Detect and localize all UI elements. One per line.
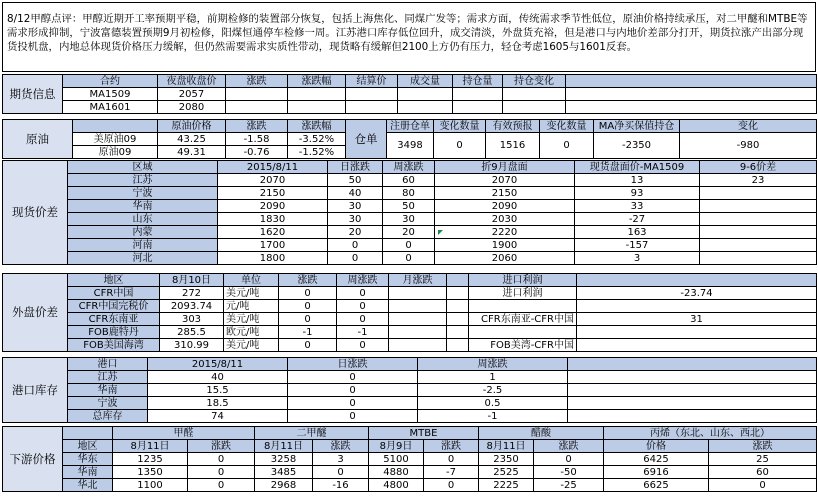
spread-sea-china-value: 31 xyxy=(577,313,817,326)
value: -50 xyxy=(534,466,604,479)
week-change: -2.5 xyxy=(418,384,568,397)
table-row xyxy=(3,174,817,187)
inventory: 40 xyxy=(148,371,288,384)
col-volume: 成交量 xyxy=(398,75,453,88)
port: 总库存 xyxy=(68,410,148,423)
spread-9-6 xyxy=(700,226,817,239)
sep-equivalent: 2220 xyxy=(435,226,575,239)
value: 0 xyxy=(188,466,255,479)
unit: 美元/吨 xyxy=(224,287,279,300)
unit: 美元/吨 xyxy=(224,339,279,352)
market: FOB美国海湾 xyxy=(68,339,160,352)
col-spot-minus-ma1509: 现货盘面价-MA1509 xyxy=(575,161,700,174)
table-row xyxy=(3,226,817,239)
region: 华南 xyxy=(68,200,218,213)
table-row xyxy=(3,88,817,101)
col-date: 8月11日 xyxy=(113,440,188,453)
spread-gulf-china-label: FOB美湾-CFR中国 xyxy=(469,339,577,352)
table-row xyxy=(3,410,817,423)
crude-price: 43.25 xyxy=(158,133,226,146)
change: 0 xyxy=(279,300,337,313)
spot-minus-ma: -27 xyxy=(575,213,700,226)
day-change: 0 xyxy=(288,384,418,397)
col-change: 涨跌 xyxy=(424,440,479,453)
value: 60 xyxy=(709,466,817,479)
value: 6625 xyxy=(604,479,709,492)
spot-minus-ma: -157 xyxy=(575,239,700,252)
day-change: 30 xyxy=(328,200,383,213)
value: 2525 xyxy=(479,466,534,479)
region: 江苏 xyxy=(68,174,218,187)
col-forecast: 有效预报 xyxy=(486,120,540,133)
week-change: 60 xyxy=(383,174,435,187)
day-change: 40 xyxy=(328,187,383,200)
col-registered: 注册仓单 xyxy=(387,120,434,133)
col-oi-change: 持仓变化 xyxy=(503,75,566,88)
col-date: 8月11日 xyxy=(255,440,313,453)
value: 1100 xyxy=(113,479,188,492)
downstream-section-label: 下游价格 xyxy=(3,427,63,492)
value: 1350 xyxy=(113,466,188,479)
crude-change: -0.76 xyxy=(226,146,288,159)
forecast-value: 1516 xyxy=(486,133,540,159)
spot-minus-ma: 163 xyxy=(575,226,700,239)
day-change: 0 xyxy=(328,239,383,252)
value: 1235 xyxy=(113,453,188,466)
table-row xyxy=(3,213,817,226)
market: CFR中国 xyxy=(68,287,160,300)
table-row xyxy=(3,384,817,397)
region: 华东 xyxy=(63,453,113,466)
table-row xyxy=(3,133,817,146)
table-row xyxy=(3,466,817,479)
spot-section-label: 现货价差 xyxy=(3,161,68,265)
col-date: 2015/8/11 xyxy=(148,358,288,371)
table-row xyxy=(3,339,817,352)
week-change: -1 xyxy=(418,410,568,423)
region: 河南 xyxy=(68,239,218,252)
inventory: 74 xyxy=(148,410,288,423)
col-region: 地区 xyxy=(68,274,160,287)
futures-table xyxy=(2,74,817,114)
col-week-change: 周涨跌 xyxy=(418,358,568,371)
value: 3258 xyxy=(255,453,313,466)
cell-comment-marker xyxy=(438,230,443,235)
inventory: 18.5 xyxy=(148,397,288,410)
col-region: 区域 xyxy=(68,161,218,174)
day-change: 0 xyxy=(328,252,383,265)
change: -1 xyxy=(279,326,337,339)
table-row xyxy=(3,479,817,492)
crude-change-pct: -1.52% xyxy=(288,146,346,159)
port: 华南 xyxy=(68,384,148,397)
spot-minus-ma: 3 xyxy=(575,252,700,265)
group-dme: 二甲醚 xyxy=(255,427,369,440)
value: 6916 xyxy=(604,466,709,479)
price: 1620 xyxy=(218,226,328,239)
region: 内蒙 xyxy=(68,226,218,239)
value: 0 xyxy=(709,479,817,492)
price: 310.99 xyxy=(160,339,224,352)
sep-equivalent: 2150 xyxy=(435,187,575,200)
col-crude-price: 原油价格 xyxy=(158,120,226,133)
table-row xyxy=(3,326,817,339)
external-section-label: 外盘价差 xyxy=(3,274,68,352)
col-change: 涨跌 xyxy=(188,440,255,453)
price: 1800 xyxy=(218,252,328,265)
futures-section-label: 期货信息 xyxy=(3,75,63,114)
week-change: 0 xyxy=(337,339,389,352)
group-propylene: 丙烯（东北、山东、西北） xyxy=(604,427,817,440)
change: 0 xyxy=(279,287,337,300)
col-change: 涨跌 xyxy=(709,440,817,453)
port: 宁波 xyxy=(68,397,148,410)
table-row xyxy=(3,371,817,384)
col-change-2: 变化 xyxy=(680,120,817,133)
unit: 元/吨 xyxy=(224,300,279,313)
price: 2090 xyxy=(218,200,328,213)
col-day-change: 日涨跌 xyxy=(288,358,418,371)
crude-change: -1.58 xyxy=(226,133,288,146)
value: 3 xyxy=(313,453,369,466)
change-qty-value: 0 xyxy=(434,133,486,159)
value: 2225 xyxy=(479,479,534,492)
value: 25 xyxy=(709,453,817,466)
value: 0 xyxy=(424,479,479,492)
change: 0 xyxy=(279,313,337,326)
region: 宁波 xyxy=(68,187,218,200)
group-acetic-acid: 醋酸 xyxy=(479,427,604,440)
spread-9-6 xyxy=(700,187,817,200)
unit: 欧元/吨 xyxy=(224,326,279,339)
change-qty-2-value: 0 xyxy=(540,133,594,159)
price: 2150 xyxy=(218,187,328,200)
value: -25 xyxy=(534,479,604,492)
table-row xyxy=(3,239,817,252)
night-close: 2057 xyxy=(158,88,226,101)
table-row xyxy=(3,287,817,300)
col-date: 2015/8/11 xyxy=(218,161,328,174)
import-profit-value: -23.74 xyxy=(577,287,817,300)
region: 华南 xyxy=(63,466,113,479)
col-import-profit: 进口利润 xyxy=(469,274,577,287)
col-change: 涨跌 xyxy=(226,120,288,133)
col-change-pct: 涨跌幅 xyxy=(288,120,346,133)
port-section-label: 港口库存 xyxy=(3,358,68,423)
import-profit-label: 进口利润 xyxy=(469,287,577,300)
col-week-change: 周涨跌 xyxy=(337,274,389,287)
week-change: 1 xyxy=(418,371,568,384)
day-change: 0 xyxy=(288,397,418,410)
region: 河北 xyxy=(68,252,218,265)
col-change-qty: 变化数量 xyxy=(434,120,486,133)
spot-minus-ma: 33 xyxy=(575,200,700,213)
night-close: 2080 xyxy=(158,101,226,114)
region: 山东 xyxy=(68,213,218,226)
price: 2093.74 xyxy=(160,300,224,313)
col-night-close: 夜盘收盘价 xyxy=(158,75,226,88)
region: 华北 xyxy=(63,479,113,492)
contract-name: MA1509 xyxy=(63,88,158,101)
price: 2070 xyxy=(218,174,328,187)
col-contract: 合约 xyxy=(63,75,158,88)
crude-name: 原油09 xyxy=(73,146,158,159)
spread-sea-china-label: CFR东南亚-CFR中国 xyxy=(469,313,577,326)
sep-equivalent: 2070 xyxy=(435,174,575,187)
group-formaldehyde: 甲醛 xyxy=(113,427,255,440)
crude-change-pct: -3.52% xyxy=(288,133,346,146)
market: FOB鹿特丹 xyxy=(68,326,160,339)
inventory: 15.5 xyxy=(148,384,288,397)
change-2-value: -980 xyxy=(680,133,817,159)
value: 4800 xyxy=(369,479,424,492)
downstream-table xyxy=(2,426,817,492)
table-row xyxy=(3,200,817,213)
week-change: 0 xyxy=(337,287,389,300)
day-change: 30 xyxy=(328,213,383,226)
value: 3485 xyxy=(255,466,313,479)
col-date: 8月11日 xyxy=(479,440,534,453)
col-price: 价格 xyxy=(604,440,709,453)
col-month-change: 月涨跌 xyxy=(389,274,447,287)
price: 285.5 xyxy=(160,326,224,339)
table-row xyxy=(3,313,817,326)
crude-section-label: 原油 xyxy=(3,120,73,159)
value: 0 xyxy=(424,453,479,466)
col-aug10: 8月10日 xyxy=(160,274,224,287)
market: CFR中国完税价 xyxy=(68,300,160,313)
week-change: 0 xyxy=(383,252,435,265)
value: 4880 xyxy=(369,466,424,479)
col-unit: 单位 xyxy=(224,274,279,287)
col-change-qty-2: 变化数量 xyxy=(540,120,594,133)
week-change: 0 xyxy=(383,239,435,252)
value: -16 xyxy=(313,479,369,492)
value: 2350 xyxy=(479,453,534,466)
col-change-pct: 涨跌幅 xyxy=(288,75,346,88)
price: 272 xyxy=(160,287,224,300)
col-day-change: 日涨跌 xyxy=(328,161,383,174)
col-week-change: 周涨跌 xyxy=(383,161,435,174)
value: 0 xyxy=(188,453,255,466)
commentary-note: 8/12甲醇点评：甲醇近期开工率预期平稳，前期检修的装置部分恢复，包括上海焦化、同煤广发等；需求方面，传统需求季节性低位，原油价格持续承压，对二甲醚和MTBE等需求形成抑制，宁波富德装置预期9月初检修，阳煤恒通停车检修一周。江苏港口库存低位回升，成交清淡，外盘货充裕，但是港口与内地价差部分打开，期货拉涨产出部分现货投机盘，内地总体现货价格压力缓解，但仍然需要需求实质性带动，现货略有缓解但2100上方仍有压力，轻仓考虑1605与1601反套。 xyxy=(2,2,816,72)
col-change: 涨跌 xyxy=(226,75,288,88)
value: 2968 xyxy=(255,479,313,492)
filler xyxy=(566,75,817,88)
crude-name: 美原油09 xyxy=(73,133,158,146)
sep-equivalent: 2030 xyxy=(435,213,575,226)
ma-net-hedge-value: -2350 xyxy=(594,133,680,159)
table-row xyxy=(3,453,817,466)
sep-equivalent: 2060 xyxy=(435,252,575,265)
port: 江苏 xyxy=(68,371,148,384)
spot-minus-ma: 13 xyxy=(575,174,700,187)
week-change: 0.5 xyxy=(418,397,568,410)
col-oi: 持仓量 xyxy=(453,75,503,88)
market: CFR东南亚 xyxy=(68,313,160,326)
registered-value: 3498 xyxy=(387,133,434,159)
price: 1830 xyxy=(218,213,328,226)
table-row xyxy=(3,252,817,265)
col-sep-equivalent: 折9月盘面 xyxy=(435,161,575,174)
price: 1700 xyxy=(218,239,328,252)
table-row xyxy=(3,397,817,410)
col-change: 涨跌 xyxy=(313,440,369,453)
col-settle: 结算价 xyxy=(346,75,398,88)
table-row xyxy=(3,187,817,200)
spot-minus-ma: 93 xyxy=(575,187,700,200)
spread-9-6 xyxy=(700,239,817,252)
crude-price: 49.31 xyxy=(158,146,226,159)
contract-name: MA1601 xyxy=(63,101,158,114)
value: 6425 xyxy=(604,453,709,466)
day-change: 0 xyxy=(288,410,418,423)
week-change: -1 xyxy=(337,326,389,339)
col-9-6-spread: 9-6价差 xyxy=(700,161,817,174)
group-mtbe: MTBE xyxy=(369,427,479,440)
crude-table xyxy=(2,119,817,159)
col-change: 涨跌 xyxy=(279,274,337,287)
spread-9-6: 23 xyxy=(700,174,817,187)
spread-9-6 xyxy=(700,200,817,213)
table-row xyxy=(3,101,817,114)
value: 0 xyxy=(534,453,604,466)
change: 0 xyxy=(279,339,337,352)
port-table xyxy=(2,357,817,423)
week-change: 80 xyxy=(383,187,435,200)
col-region: 地区 xyxy=(63,440,113,453)
value: 0 xyxy=(188,479,255,492)
value: -7 xyxy=(424,466,479,479)
spread-9-6 xyxy=(700,213,817,226)
unit: 美元/吨 xyxy=(224,313,279,326)
week-change: 50 xyxy=(383,200,435,213)
sep-equivalent: 2090 xyxy=(435,200,575,213)
day-change: 20 xyxy=(328,226,383,239)
col-ma-net-hedge: MA净买保值持仓 xyxy=(594,120,680,133)
week-change: 20 xyxy=(383,226,435,239)
week-change: 0 xyxy=(337,313,389,326)
sep-equivalent: 1900 xyxy=(435,239,575,252)
spread-9-6 xyxy=(700,252,817,265)
table-row xyxy=(3,300,817,313)
col-port: 港口 xyxy=(68,358,148,371)
col-change: 涨跌 xyxy=(534,440,604,453)
spot-table xyxy=(2,160,817,265)
week-change: 0 xyxy=(337,300,389,313)
external-table xyxy=(2,273,817,352)
value: 5100 xyxy=(369,453,424,466)
week-change: 30 xyxy=(383,213,435,226)
value: 0 xyxy=(313,466,369,479)
price: 303 xyxy=(160,313,224,326)
warehouse-label: 仓单 xyxy=(346,120,387,159)
col-date: 8月9日 xyxy=(369,440,424,453)
day-change: 0 xyxy=(288,371,418,384)
day-change: 50 xyxy=(328,174,383,187)
